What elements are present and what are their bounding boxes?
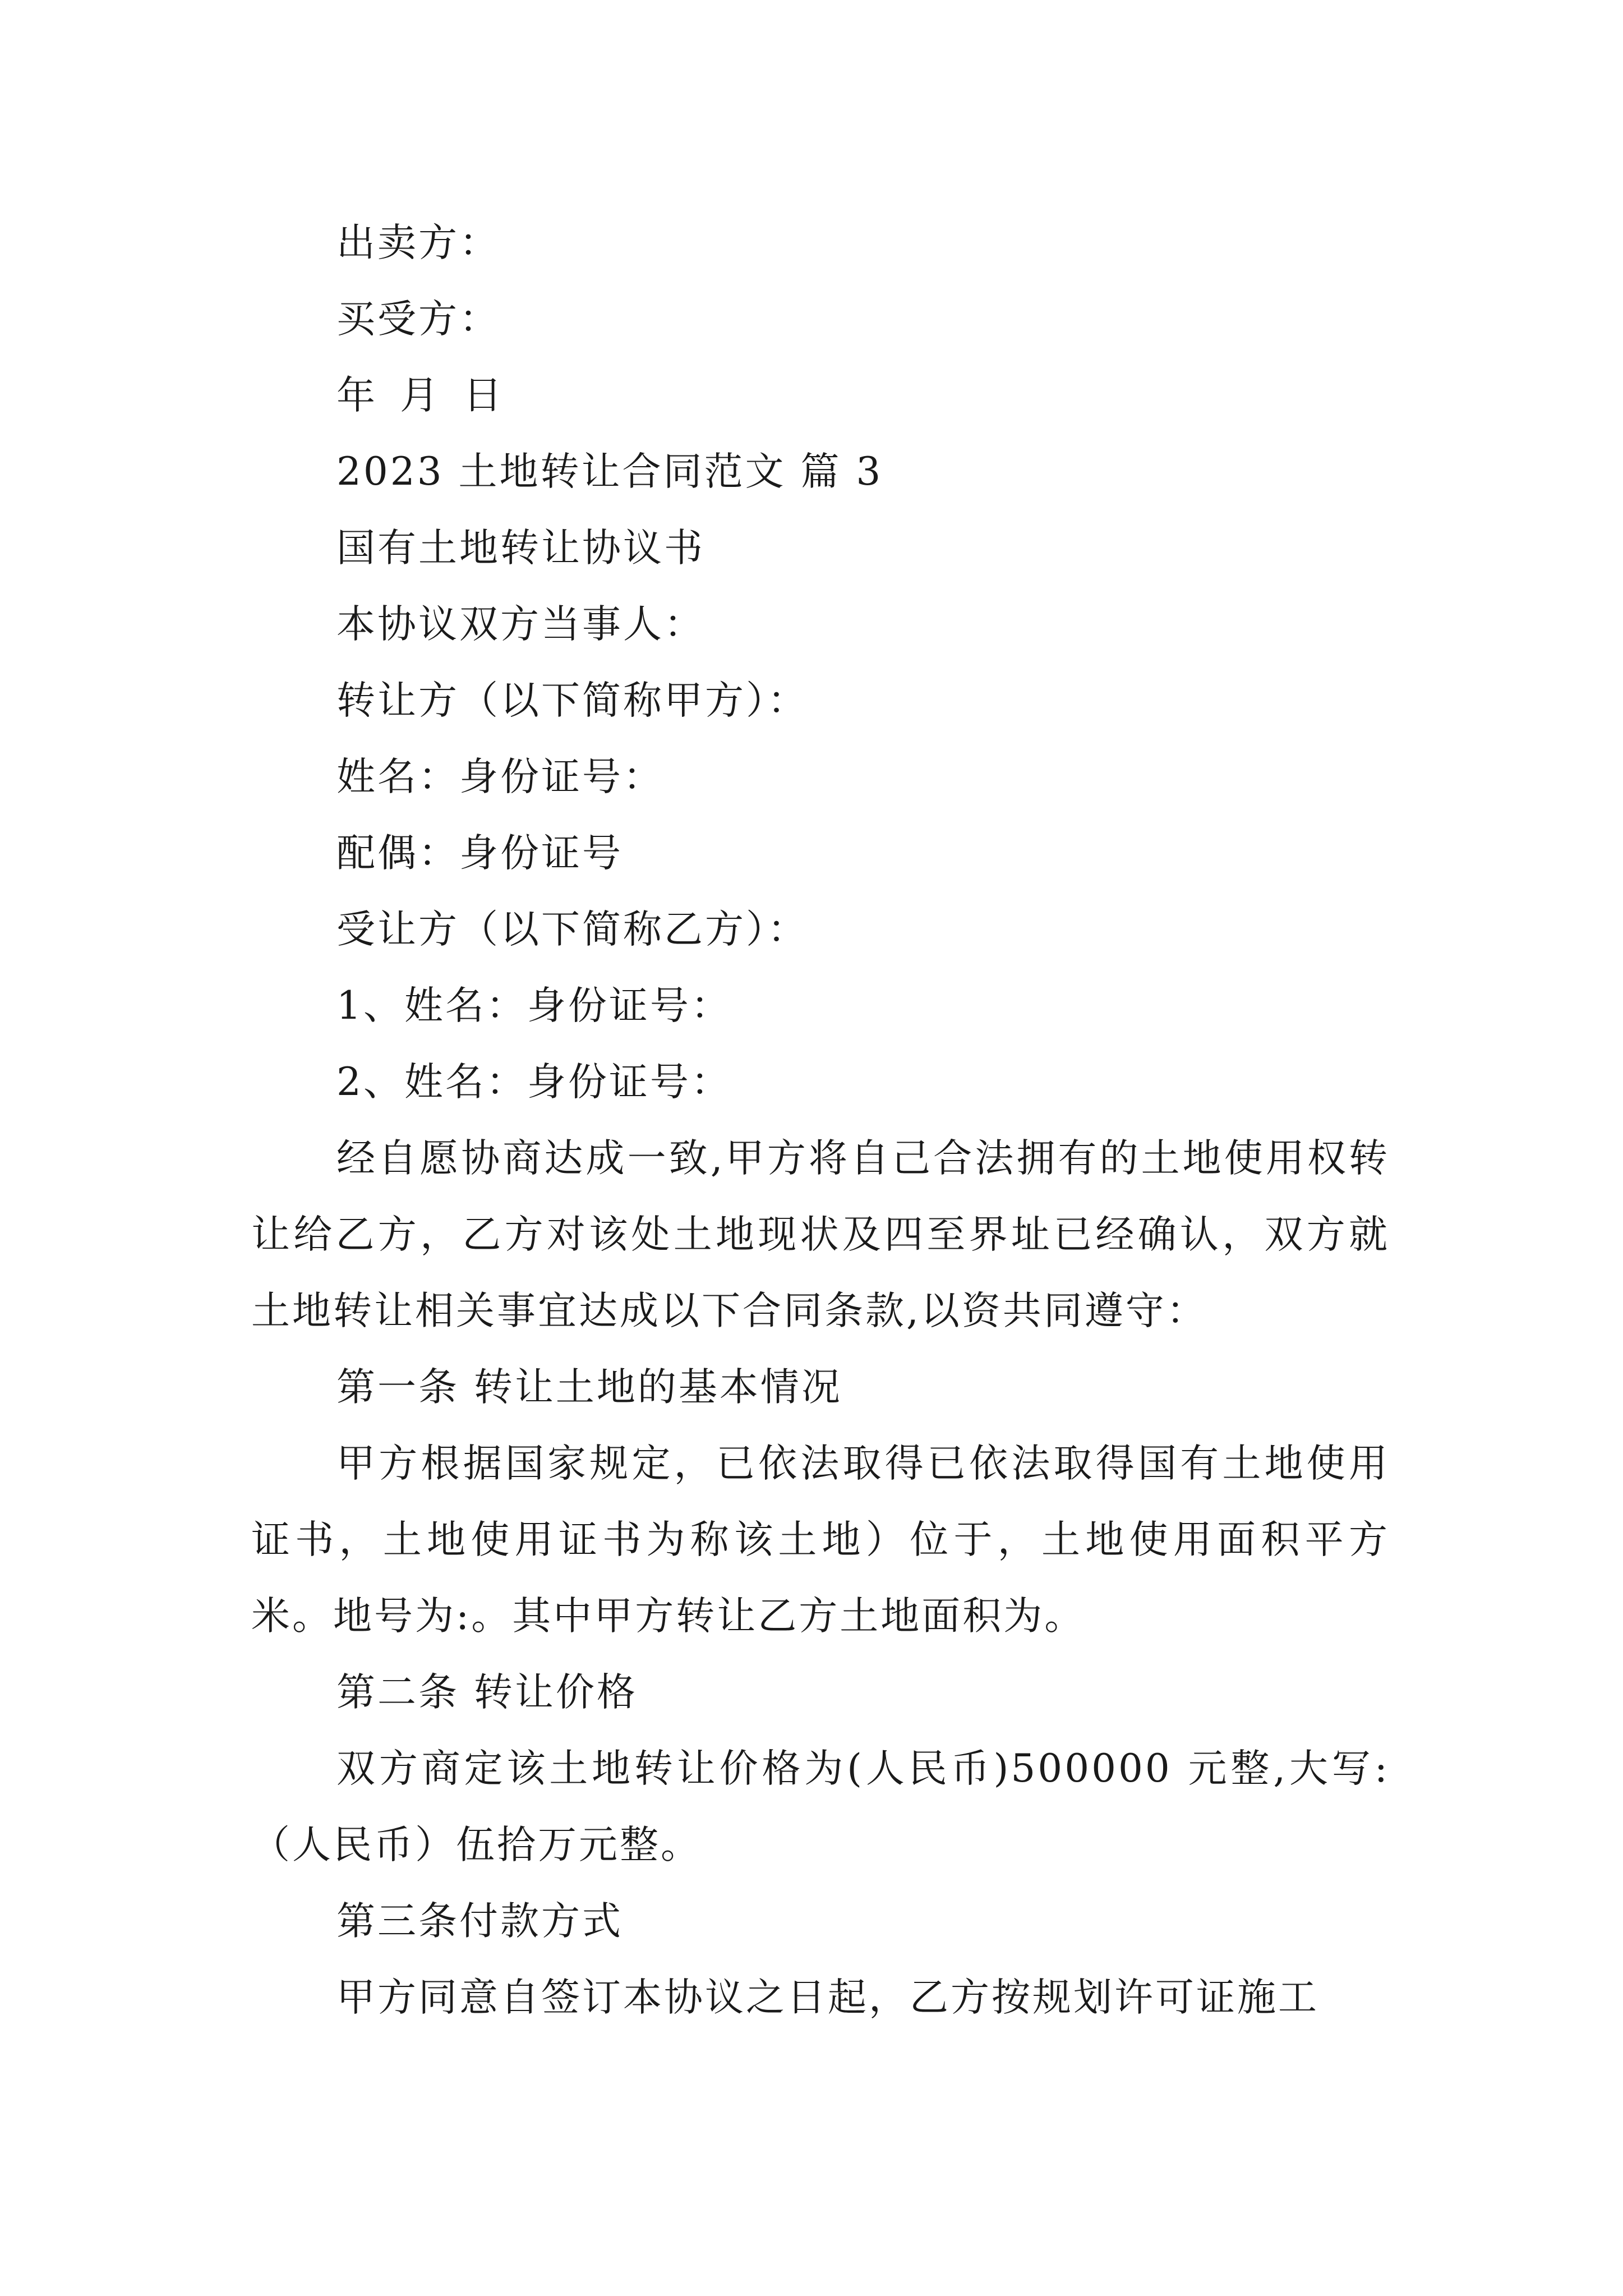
parties-label: 本协议双方当事人： [336,602,705,647]
transferor-name-id: 姓名：身份证号： [336,754,664,799]
transferee-label: 受让方（以下简称乙方）： [336,907,809,952]
transferor-label: 转让方（以下简称甲方）： [336,678,809,723]
article3-body: 甲方同意自签订本协议之日起，乙方按规划许可证施工 [336,1975,1319,2020]
section-title: 2023 土地转让合同范文 篇 3 [336,449,883,494]
date-day: 日 [463,373,504,418]
seller-label: 出卖方： [336,220,500,265]
date-line [251,357,1390,434]
article1-body: 甲方根据国家规定，已依法取得已依法取得国有土地使用证书，土地使用证书为称该土地）位于，土地使用面积平方米。地号为:。其中甲方转让乙方土地面积为。 [251,1441,1390,1639]
date-year: 年 [336,373,377,418]
article3-title: 第三条付款方式 [336,1899,623,1944]
intro-paragraph: 经自愿协商达成一致,甲方将自己合法拥有的土地使用权转让给乙方，乙方对该处土地现状及四至界址已经确认，双方就土地转让相关事宜达成以下合同条款,以资共同遵守： [251,1136,1390,1333]
article2-body: 双方商定该土地转让价格为(人民币)500000 元整,大写:（人民币）伍拾万元整。 [251,1746,1390,1867]
transferee-2: 2、姓名：身份证号： [336,1060,732,1105]
agreement-title: 国有土地转让协议书 [336,526,705,570]
article2-title: 第二条 转让价格 [336,1670,638,1715]
date-month: 月 [400,373,441,418]
spouse-id: 配偶：身份证号 [336,831,623,876]
article1-title: 第一条 转让土地的基本情况 [336,1365,842,1410]
document-body [251,205,1390,2036]
transferee-1: 1、姓名：身份证号： [336,983,732,1028]
buyer-label: 买受方： [336,297,500,342]
